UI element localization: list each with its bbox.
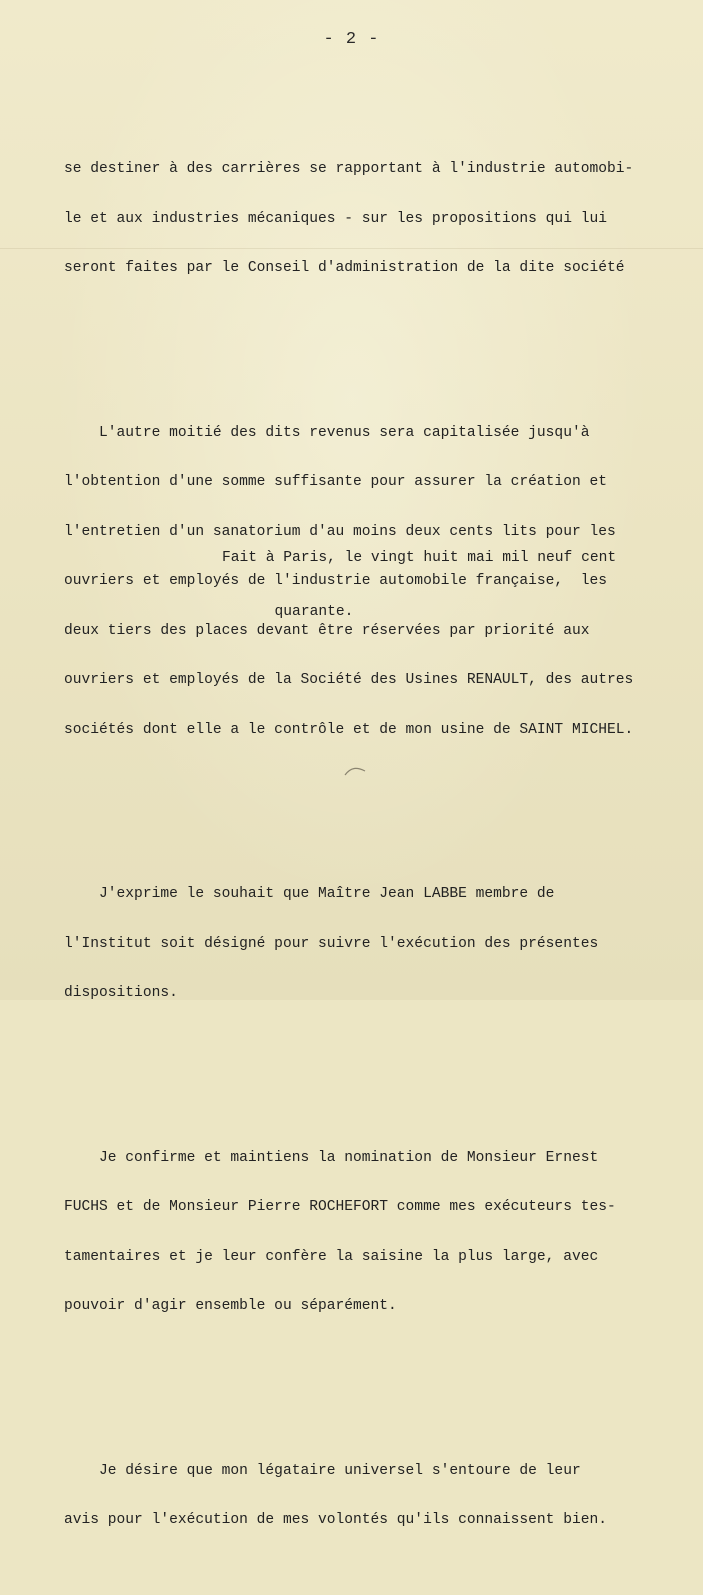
paragraph-gap bbox=[64, 804, 700, 820]
document-body bbox=[64, 95, 700, 1595]
text-line: ouvriers et employés de l'industrie automobile française, les bbox=[64, 573, 607, 589]
signature-line: quarante. bbox=[222, 604, 354, 620]
text-line: le et aux industries mécaniques - sur les propositions qui lui bbox=[64, 210, 607, 227]
paragraph-gap bbox=[64, 1381, 700, 1397]
text-line: avis pour l'exécution de mes volontés qu'ils connaissent bien. bbox=[64, 1512, 607, 1528]
text-line: L'autre moitié des dits revenus sera capitalisée jusqu'à bbox=[64, 424, 590, 441]
text-line: ouvriers et employés de la Société des Usines RENAULT, des autres bbox=[64, 672, 634, 688]
text-line: pouvoir d'agir ensemble ou séparément. bbox=[64, 1298, 397, 1314]
paragraph-4 bbox=[64, 1117, 700, 1348]
signature-line: Fait à Paris, le vingt huit mai mil neuf cent bbox=[222, 550, 617, 566]
text-line: l'obtention d'une somme suffisante pour assurer la création et bbox=[64, 474, 607, 490]
text-line: sociétés dont elle a le contrôle et de mon usine de SAINT MICHEL. bbox=[64, 721, 634, 738]
text-line: FUCHS et de Monsieur Pierre ROCHEFORT comme mes exécuteurs tes- bbox=[64, 1199, 616, 1215]
text-line: l'entretien d'un sanatorium d'au moins deux cents lits pour les bbox=[64, 523, 616, 540]
text-line: tamentaires et je leur confère la saisine la plus large, avec bbox=[64, 1248, 599, 1265]
paragraph-5 bbox=[64, 1430, 700, 1562]
text-line: J'exprime le souhait que Maître Jean LABBE membre de bbox=[64, 886, 555, 902]
paragraph-3 bbox=[64, 853, 700, 1035]
pencil-mark-icon bbox=[343, 765, 367, 777]
page-number: - 2 - bbox=[323, 30, 380, 49]
text-line: Je confirme et maintiens la nomination de Monsieur Ernest bbox=[64, 1149, 599, 1166]
text-line: se destiner à des carrières se rapportant à l'industrie automobi- bbox=[64, 161, 634, 177]
text-line: dispositions. bbox=[64, 985, 178, 1001]
text-line: l'Institut soit désigné pour suivre l'exécution des présentes bbox=[64, 935, 599, 952]
text-line: Je désire que mon légataire universel s'entoure de leur bbox=[64, 1462, 581, 1479]
text-line: seront faites par le Conseil d'administration de la dite société bbox=[64, 260, 625, 276]
paragraph-gap bbox=[64, 343, 700, 359]
paragraph-gap bbox=[64, 1068, 700, 1084]
signature-block bbox=[222, 513, 616, 657]
paragraph-1 bbox=[64, 128, 700, 310]
text-line: deux tiers des places devant être réservées par priorité aux bbox=[64, 622, 590, 639]
